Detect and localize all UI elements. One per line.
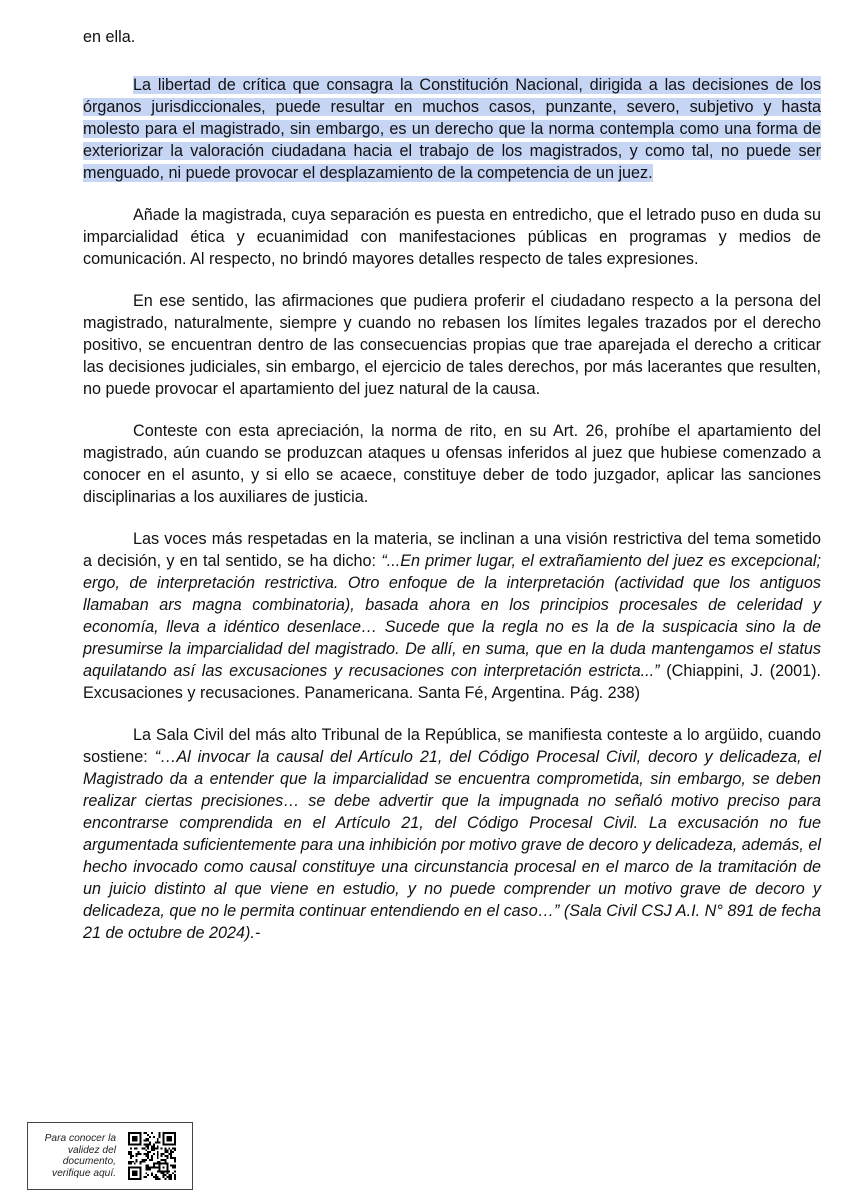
paragraph-text: Las voces más respetadas en la materia, se inclinan a una visión restrictiva del tema sometido a decisión, y en tal sentido, se ha dicho: (83, 530, 821, 570)
paragraph-text: (Chiappini, J. (2001). Excusaciones y recusaciones. Panamericana. Santa Fé, Argentina. Pág. 238) (83, 662, 821, 702)
verification-seal[interactable] (27, 1122, 193, 1190)
quoted-text: “…Al invocar la causal del Artículo 21, del Código Procesal Civil, decoro y delicadeza, el Magistrado da a entender que la imparcialidad se encuentra comprometida, sin embargo, se deben realizar ciertas precisiones… se debe advertir que la impugnada no señaló motivo preciso para encontrarse comprendida en el Artículo 21, del Código Procesal Civil. La excusación no fue argumentada suficientemente para una inhibición por motivo grave de decoro y delicadeza, además, el hecho invocado como causal constituye una circunstancia procesal en el marco de la tramitación de un juicio distinto al que viene en estudio, y no puede comprender un motivo grave de decoro y delicadeza, que no le permita continuar entendiendo en el caso…” (Sala Civil CSJ A.I. N° 891 de fecha 21 de octubre de 2024).- (83, 748, 821, 942)
paragraph-text: La Sala Civil del más alto Tribunal de la República, se manifiesta conteste a lo argüido, cuando sostiene: (83, 726, 821, 766)
highlighted-text: La libertad de crítica que consagra la Constitución Nacional, dirigida a las decisiones de los órganos jurisdiccionales, puede resultar en muchos casos, punzante, severo, subjetivo y hasta molesto para el magistrado, sin embargo, es un derecho que la norma contempla como una forma de exteriorizar la valoración ciudadana hacia el trabajo de los magistrados, y como tal, no puede ser menguado, ni puede provocar el desplazamiento de la competencia de un juez. (83, 76, 821, 182)
paragraph-text: Conteste con esta apreciación, la norma de rito, en su Art. 26, prohíbe el apartamiento del magistrado, aún cuando se produzcan ataques u ofensas inferidos al juez que hubiese comenzado a conocer en el asunto, y si ello se acaece, constituye deber de todo juzgador, aplicar las sanciones disciplinarias a los auxiliares de justicia. (83, 422, 821, 506)
paragraph-p6 (83, 724, 821, 944)
paragraph-text: en ella. (83, 28, 136, 46)
paragraph-p2 (83, 204, 821, 270)
paragraph-p0 (83, 26, 821, 48)
quoted-text: “...En primer lugar, el extrañamiento del juez es excepcional; ergo, de interpretación restrictiva. Otro enfoque de la interpretación (actividad que los antiguos llamaban ars magna combinatoria), basada ahora en los principios procesales de celeridad y economía, lleva a idéntico desenlace… Sucede que la regla no es la de la suspicacia sino la de presumirse la imparcialidad del magistrado. De allí, en suma, que en la duda mantengamos el status aquilatando así las excusaciones y recusaciones con interpretación estricta...” (83, 552, 821, 680)
qr-code-icon[interactable] (128, 1132, 176, 1180)
paragraph-p5 (83, 528, 821, 704)
paragraph-text: Añade la magistrada, cuya separación es puesta en entredicho, que el letrado puso en duda su imparcialidad ética y ecuanimidad con manifestaciones públicas en programas y medios de comunicación. Al respecto, no brindó mayores detalles respecto de tales expresiones. (83, 206, 821, 268)
paragraph-text: En ese sentido, las afirmaciones que pudiera proferir el ciudadano respecto a la persona del magistrado, naturalmente, siempre y cuando no rebasen los límites legales trazados por el derecho positivo, se encuentran dentro de las consecuencias propias que trae aparejada el derecho a criticar las decisiones judiciales, sin embargo, el ejercicio de tales derechos, por más lacerantes que resulten, no puede provocar el apartamiento del juez natural de la causa. (83, 292, 821, 398)
document-body (83, 26, 821, 964)
paragraph-p3 (83, 290, 821, 400)
verification-text: Para conocer la validez del documento, verifique aquí. (44, 1133, 116, 1179)
paragraph-p1 (83, 74, 821, 184)
paragraph-p4 (83, 420, 821, 508)
